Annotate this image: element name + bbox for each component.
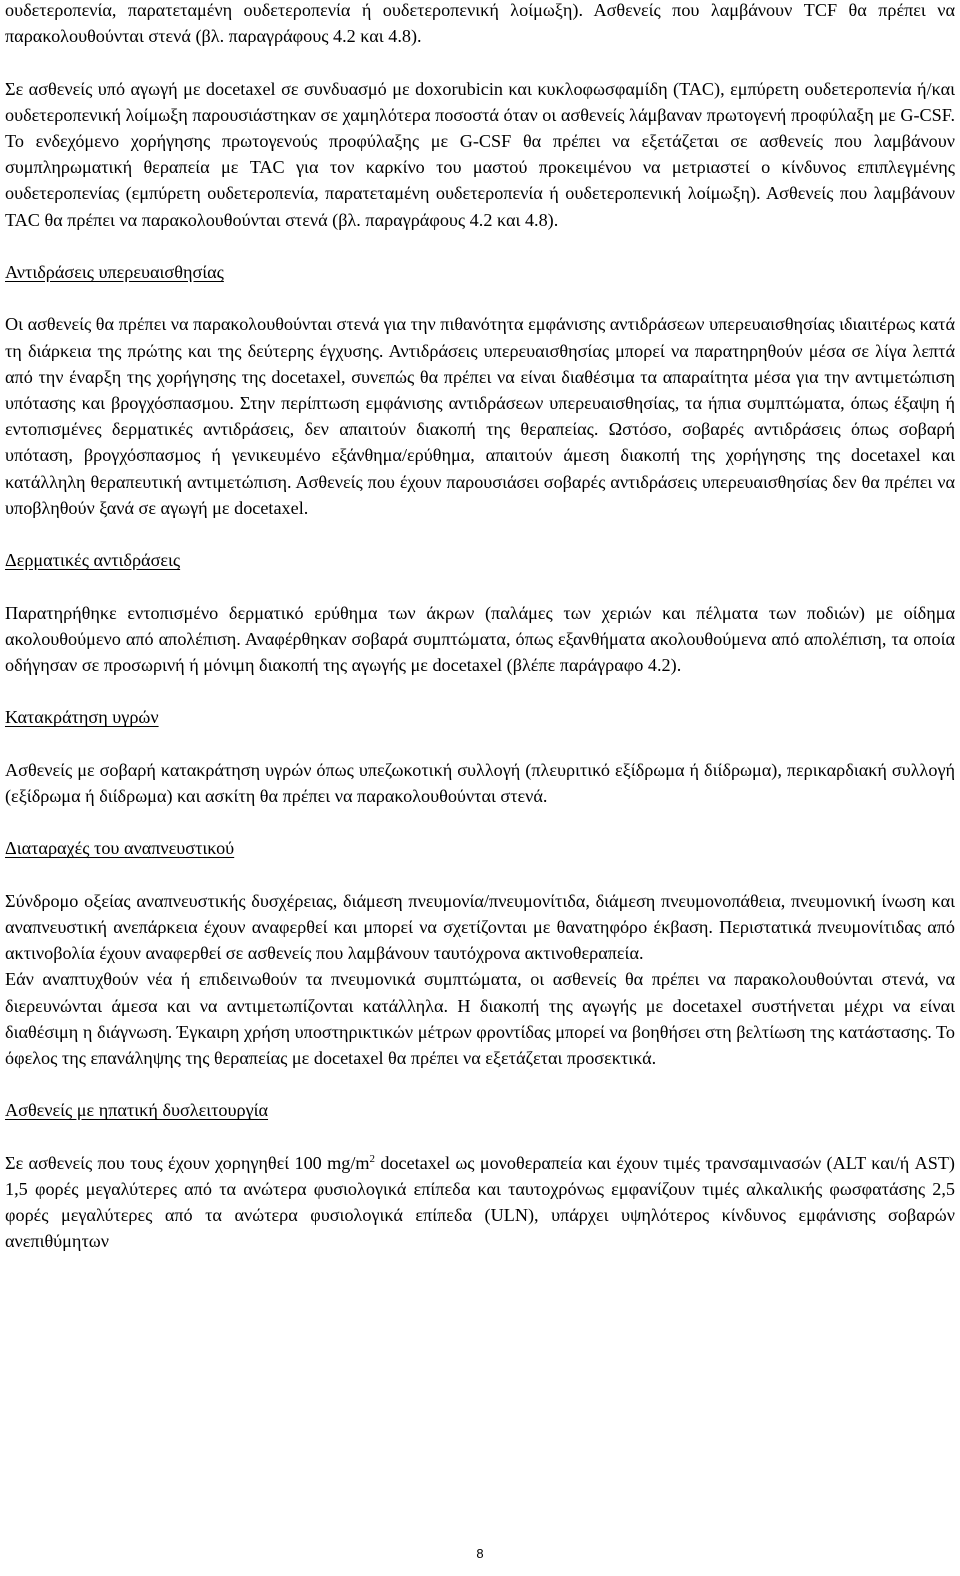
spacer: [5, 573, 955, 599]
spacer: [5, 285, 955, 311]
spacer: [5, 1124, 955, 1150]
hepatic-paragraph: [5, 1150, 955, 1255]
hypersensitivity-paragraph: Οι ασθενείς θα πρέπει να παρακολουθούνται στενά για την πιθανότητα εμφάνισης αντιδράσεων υπερευαισθησίας ιδιαιτέρως κατά τη διάρκεια της πρώτης και της δεύτερης έγχυσης. Αντιδράσεις υπερευαισθησίας μπορεί να παρατηρηθούν μέσα σε λίγα λεπτά από την έναρξη της χορήγησης της docetaxel, συνεπώς θα πρέπει να είναι διαθέσιμα τα απαραίτητα μέσα για την αντιμετώπιση υπότασης και βρογχόσπασμου. Στην περίπτωση εμφάνισης αντιδράσεων υπερευαισθησίας, τα ήπια συμπτώματα, όπως έξαψη ή εντοπισμένες δερματικές αντιδράσεις, δεν απαιτούν διακοπή της θεραπείας. Ωστόσο, σοβαρές αντιδράσεις όπως σοβαρή υπόταση, βρογχόσπασμος ή γενικευμένο εξάνθημα/ερύθημα, απαιτούν άμεση διακοπή της χορήγησης της docetaxel και κατάλληλη θεραπευτική αντιμετώπιση. Ασθενείς που έχουν παρουσιάσει σοβαρές αντιδράσεις υπερευαισθησίας δεν θα πρέπει να υποβληθούν ξανά σε αγωγή με docetaxel.: [5, 314, 955, 518]
skin-reactions-paragraph: Παρατηρήθηκε εντοπισμένο δερματικό ερύθημα των άκρων (παλάμες των χεριών και πέλματα των ποδιών) με οίδημα ακολουθούμενο από απολέπιση. Αναφέρθηκαν σοβαρά συμπτώματα, όπως εξανθήματα ακολουθούμενα από απολέπιση, τα οποία οδήγησαν σε προσωρινή ή μόνιμη διακοπή της αγωγής με docetaxel (βλέπε παράγραφο 4.2).: [5, 602, 955, 675]
dose-value: 100 mg/m: [294, 1152, 370, 1173]
spacer: [5, 1071, 955, 1097]
spacer: [5, 233, 955, 259]
hypersensitivity-heading: Αντιδράσεις υπερευαισθησίας: [5, 262, 224, 282]
document-page: [5, 0, 955, 1255]
spacer: [5, 521, 955, 547]
fluid-retention-paragraph: Ασθενείς με σοβαρή κατακράτηση υγρών όπως υπεζωκοτική συλλογή (πλευριτικό εξίδρωμα ή διίδρωμα), περικαρδιακή συλλογή (εξίδρωμα ή διίδρωμα) και ασκίτη θα πρέπει να παρακολουθούνται στενά.: [5, 759, 955, 806]
dose-superscript: 2: [369, 1152, 376, 1165]
spacer: [5, 678, 955, 704]
respiratory-heading: Διαταραχές του αναπνευστικού: [5, 838, 235, 859]
spacer: [5, 862, 955, 888]
spacer: [5, 49, 955, 75]
fluid-retention-heading: Κατακράτηση υγρών: [5, 707, 159, 728]
respiratory-paragraph-1: Σύνδρομο οξείας αναπνευστικής δυσχέρειας, διάμεση πνευμονία/πνευμονίτιδα, διάμεση πνευμονοπάθεια, πνευμονική ίνωση και αναπνευστική ανεπάρκεια έχουν αναφερθεί και μπορεί να σχετίζονται με θανατηφόρο έκβαση. Περιστατικά πνευμονίτιδας από ακτινοβολία έχουν αναφερθεί σε ασθενείς που λαμβάνουν ταυτόχρονα ακτινοθεραπεία.: [5, 890, 955, 964]
intro-paragraph: ουδετεροπενία, παρατεταμένη ουδετεροπενία ή ουδετεροπενική λοίμωξη). Ασθενείς που λαμβάνουν TCF θα πρέπει να παρακολουθούνται στενά (βλ. παραγράφους 4.2 και 4.8).: [5, 0, 955, 47]
hepatic-text-end: docetaxel ως μονοθεραπεία και έχουν τιμές τρανσαμινασών (ALT και/ή AST) 1,5 φορές μεγαλύτερες από τα ανώτερα φυσιολογικά επίπεδα και ταυτοχρόνως εμφανίζουν τιμές αλκαλικής φωσφατάσης 2,5 φορές μεγαλύτερες από τα ανώτερα φυσιολογικά επίπεδα (ULN), υπάρχει υψηλότερος κίνδυνος εμφάνισης σοβαρών ανεπιθύμητων: [5, 1152, 955, 1252]
tac-paragraph: Σε ασθενείς υπό αγωγή με docetaxel σε συνδυασμό με doxorubicin και κυκλοφωσφαμίδη (TAC), εμπύρετη ουδετεροπενία ή/και ουδετεροπενική λοίμωξη παρουσιάστηκαν σε χαμηλότερα ποσοστά όταν οι ασθενείς λάμβαναν πρωτογενή προφύλαξη με G-CSF. Το ενδεχόμενο χορήγησης πρωτογενούς προφύλαξης με G-CSF θα πρέπει να εξετάζεται σε ασθενείς που λαμβάνουν συμπληρωματική θεραπεία με TAC για τον καρκίνο του μαστού προκειμένου να μετριαστεί ο κίνδυνος επιπλεγμένης ουδετεροπενίας (εμπύρετη ουδετεροπενία, παρατεταμένη ουδετεροπενία ή ουδετεροπενική λοίμωξη). Ασθενείς που λαμβάνουν TAC θα πρέπει να παρακολουθούνται στενά (βλ. παραγράφους 4.2 και 4.8).: [5, 78, 955, 230]
hepatic-heading: Ασθενείς με ηπατική δυσλειτουργία: [5, 1100, 269, 1121]
spacer: [5, 731, 955, 757]
spacer: [5, 809, 955, 835]
hepatic-text-start: Σε ασθενείς που τους έχουν χορηγηθεί: [5, 1152, 295, 1173]
skin-reactions-heading: Δερματικές αντιδράσεις: [5, 550, 181, 571]
respiratory-paragraph-2: Εάν αναπτυχθούν νέα ή επιδεινωθούν τα πνευμονικά συμπτώματα, οι ασθενείς θα πρέπει να παρακολουθούνται στενά, να διερευνώνται άμεσα και να αντιμετωπίζονται κατάλληλα. Η διακοπή της αγωγής με docetaxel συστήνεται μέχρι να είναι διαθέσιμη η διάγνωση. Έγκαιρη χρήση υποστηρικτικών μέτρων φροντίδας μπορεί να βοηθήσει στη βελτίωση της κατάστασης. Το όφελος της επανάληψης της θεραπείας με docetaxel θα πρέπει να εξετάζεται προσεκτικά.: [5, 969, 955, 1068]
page-number: 8: [476, 1546, 484, 1561]
